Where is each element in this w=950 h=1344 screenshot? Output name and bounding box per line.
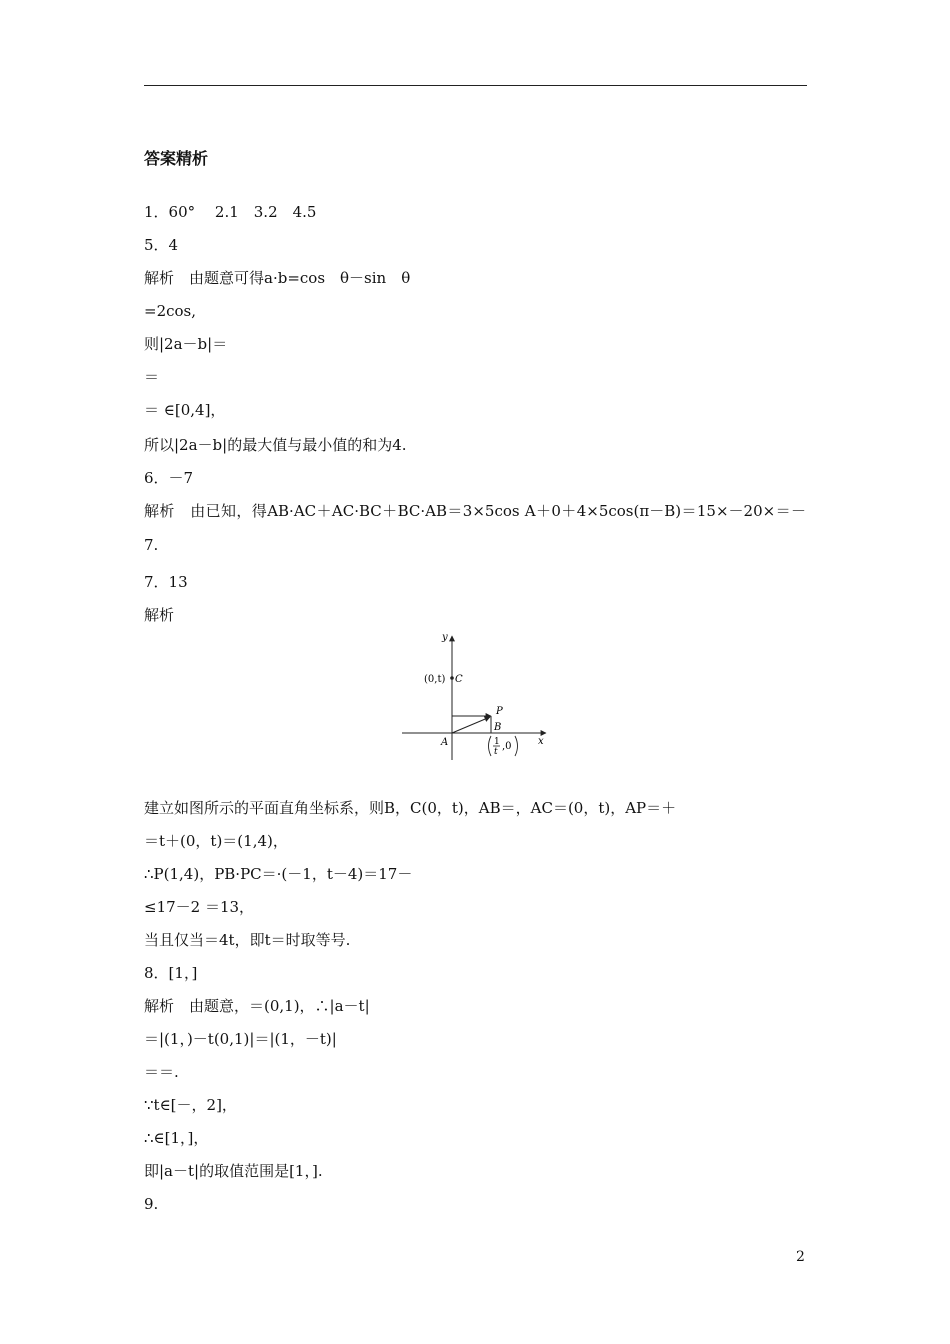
vector-ap-line <box>452 717 490 733</box>
answer-line-6: ＝ <box>144 368 160 386</box>
answer-line-10: 解析 由已知，得AB·AC＋AC·BC＋BC·AB＝3×5cos A＋0＋4×5cos(π－B)＝15×－20×＝－7. <box>144 502 806 554</box>
x-axis-label: x <box>538 736 544 747</box>
answer-line-24: 即|a－t|的取值范围是[1，]. <box>144 1162 323 1180</box>
answer-line-20: ＝|(1，)－t(0,1)|＝|(1，－t)| <box>144 1030 337 1048</box>
coordinate-diagram <box>398 628 558 768</box>
answer-line-11: 7．13 <box>144 573 188 591</box>
answer-line-7: ＝ ∈[0,4]， <box>144 401 226 419</box>
answer-line-18: 8．[1，] <box>144 964 198 982</box>
answer-line-19: 解析 由题意，＝(0,1)，∴|a－t| <box>144 997 370 1015</box>
label-b: B <box>494 722 502 733</box>
page-number: 2 <box>796 1249 805 1265</box>
label-c: C <box>455 674 463 685</box>
y-axis-label: y <box>442 632 448 643</box>
label-a: A <box>441 737 449 748</box>
coordinate-figure <box>398 628 558 768</box>
answer-line-4: =2cos, <box>144 302 197 320</box>
answer-line-25: 9. <box>144 1195 159 1213</box>
point-c <box>450 676 454 680</box>
frac-num: 1 <box>494 737 500 747</box>
answer-line-3: 解析 由题意可得a·b=cos θ－sin θ <box>144 269 411 287</box>
header-rule <box>144 85 807 86</box>
answer-line-12: 解析 <box>144 606 175 624</box>
answer-line-1: 1．60° 2.1 3.2 4.5 <box>144 203 317 221</box>
answer-line-14: ＝t＋(0，t)＝(1,4)， <box>144 832 288 850</box>
answer-line-22: ∵t∈[－，2]， <box>144 1096 237 1114</box>
answer-line-9: 6．－7 <box>144 469 194 487</box>
section-title: 答案精析 <box>144 149 209 168</box>
label-0t: (0,t) <box>424 674 446 685</box>
answer-line-13: 建立如图所示的平面直角坐标系，则B，C(0，t)，AB＝，AC＝(0，t)，AP＝＋ <box>144 799 677 817</box>
frac-den: t <box>494 747 498 757</box>
paren-left <box>489 736 492 756</box>
paren-right <box>515 736 518 756</box>
answer-line-21: ＝＝. <box>144 1063 179 1081</box>
answer-line-15: ∴P(1,4)，PB·PC＝·(－1，t－4)＝17－ <box>144 865 413 883</box>
answer-line-16: ≤17－2 ＝13， <box>144 898 255 916</box>
label-comma0: ,0 <box>502 741 512 752</box>
label-p: P <box>496 706 503 717</box>
answer-line-23: ∴∈[1，]， <box>144 1129 209 1147</box>
answer-line-17: 当且仅当＝4t，即t＝时取等号. <box>144 931 351 949</box>
answer-line-8: 所以|2a－b|的最大值与最小值的和为4. <box>144 436 407 454</box>
answer-line-5: 则|2a－b|＝ <box>144 335 228 353</box>
answer-line-2: 5．4 <box>144 236 179 254</box>
